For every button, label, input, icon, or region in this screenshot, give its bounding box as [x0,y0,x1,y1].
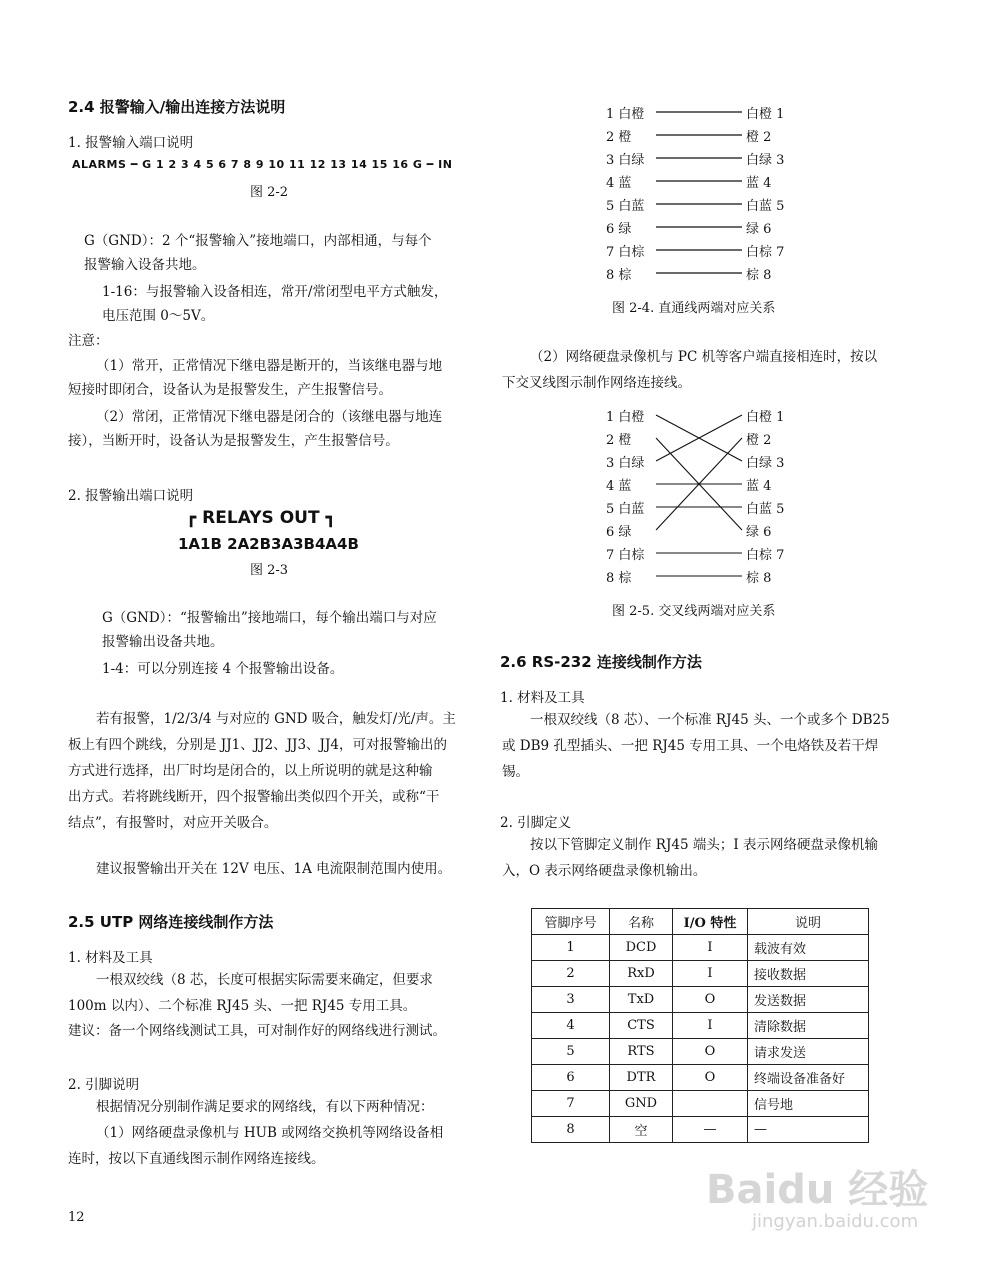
rs232-materials-heading: 1. 材料及工具 [500,690,585,706]
cross-left-1: 1 白橙 [606,410,645,425]
cell-desc: — [748,1117,869,1143]
col-header-name: 名称 [610,909,673,935]
rs232-pin-line1: 按以下管脚定义制作 RJ45 端头；I 表示网络硬盘录像机输 [530,837,878,853]
section-2-5-title: 2.5 UTP 网络连接线制作方法 [68,913,274,931]
table-row [532,1117,869,1143]
gnd-input-desc-line2: 报警输入设备共地。 [84,257,206,273]
straight-right-1: 白橙 1 [746,107,785,122]
utp-pin-line2: （1）网络硬盘录像机与 HUB 或网络交换机等网络设备相 [96,1125,444,1141]
straight-left-3: 3 白绿 [606,153,645,168]
cell-pin: 3 [532,987,610,1013]
col-header-io: I/O 特性 [673,909,748,935]
figure-2-4-caption: 图 2-4. 直通线两端对应关系 [612,301,776,316]
cross-left-4: 4 蓝 [606,479,632,494]
cell-io: I [673,935,748,961]
pins-1-16-desc-line1: 1-16：与报警输入设备相连，常开/常闭型电平方式触发， [102,284,448,300]
straight-left-6: 6 绿 [606,222,632,237]
utp-materials-line1: 一根双绞线（8 芯，长度可根据实际需要来确定，但要求 [96,972,433,988]
pin-definition-table-wrap [531,908,869,1143]
straight-right-6: 绿 6 [746,222,772,237]
alarm-output-recommendation: 建议报警输出开关在 12V 电压、1A 电流限制范围内使用。 [96,861,452,877]
alarm-para-line2: 板上有四个跳线，分别是 JJ1、JJ2、JJ3、JJ4，可对报警输出的 [68,737,447,753]
cell-name: DTR [610,1065,673,1091]
cell-desc: 清除数据 [748,1013,869,1039]
cell-pin: 1 [532,935,610,961]
straight-right-8: 棕 8 [746,268,772,283]
cell-pin: 4 [532,1013,610,1039]
cross-left-3: 3 白绿 [606,456,645,471]
rs232-materials-line3: 锡。 [502,764,529,780]
gnd-output-desc-line2: 报警输出设备共地。 [102,634,224,650]
cell-desc: 载波有效 [748,935,869,961]
cell-pin: 7 [532,1091,610,1117]
cross-right-2: 橙 2 [746,433,772,448]
alarm-para-line1: 若有报警，1/2/3/4 与对应的 GND 吸合，触发灯/光/声。主 [96,711,456,727]
cross-left-5: 5 白蓝 [606,502,645,517]
table-row [532,1039,869,1065]
pins-1-16-desc-line2: 电压范围 0～5V。 [102,308,215,324]
cell-name: RTS [610,1039,673,1065]
cell-io: O [673,1039,748,1065]
table-header-row [532,909,869,935]
straight-right-2: 橙 2 [746,130,772,145]
utp-suggestion: 建议：备一个网络线测试工具，可对制作好的网络线进行测试。 [68,1023,446,1039]
straight-left-1: 1 白橙 [606,107,645,122]
figure-2-2-caption: 图 2-2 [250,185,289,200]
cell-io [673,1091,748,1117]
relays-out-pin-labels: 1A1B 2A2B3A3B4A4B [178,535,359,553]
alarm-para-line4: 出方式。若将跳线断开，四个报警输出类似四个开关，或称“干 [68,789,440,805]
rs232-pin-line2: 入，O 表示网络硬盘录像机输出。 [502,863,707,879]
cell-desc: 请求发送 [748,1039,869,1065]
cell-pin: 2 [532,961,610,987]
straight-right-3: 白绿 3 [746,153,785,168]
utp-pin-line1: 根据情况分别制作满足要求的网络线，有以下两种情况： [96,1099,434,1115]
cross-right-6: 绿 6 [746,525,772,540]
cell-desc: 终端设备准备好 [748,1065,869,1091]
note-label: 注意： [68,333,109,349]
utp-pin-heading: 2. 引脚说明 [68,1077,140,1093]
table-row [532,987,869,1013]
cell-io: O [673,987,748,1013]
cross-left-7: 7 白棕 [606,548,645,563]
alarm-para-line5: 结点”，有报警时，对应开关吸合。 [68,815,278,831]
cell-io: I [673,961,748,987]
rs232-pin-heading: 2. 引脚定义 [500,815,572,831]
utp-materials-line2: 100m 以内）、二个标准 RJ45 头、一把 RJ45 专用工具。 [68,998,417,1014]
section-2-4-title: 2.4 报警输入/输出连接方法说明 [68,98,286,116]
alarm-input-terminal-strip: ALARMS ━ G 1 2 3 4 5 6 7 8 9 10 11 12 13 14 15 16 G ━ IN [72,158,453,171]
cell-desc: 发送数据 [748,987,869,1013]
pins-1-4-desc: 1-4：可以分别连接 4 个报警输出设备。 [102,661,344,677]
cell-pin: 8 [532,1117,610,1143]
straight-left-7: 7 白棕 [606,245,645,260]
straight-right-7: 白棕 7 [746,245,785,260]
relays-out-label: ┏ RELAYS OUT ┓ [186,508,336,528]
cell-io: O [673,1065,748,1091]
note-2-line1: （2）常闭，正常情况下继电器是闭合的（该继电器与地连 [96,409,443,425]
cell-pin: 6 [532,1065,610,1091]
cell-name: DCD [610,935,673,961]
note-1-line1: （1）常开，正常情况下继电器是断开的，当该继电器与地 [96,358,443,374]
cross-left-2: 2 橙 [606,433,632,448]
crossover-diagram [600,403,810,586]
section-2-6-title: 2.6 RS-232 连接线制作方法 [500,653,702,671]
pin-definition-table [531,908,869,1143]
cross-intro-line1: （2）网络硬盘录像机与 PC 机等客户端直接相连时，按以 [530,349,878,365]
cross-right-4: 蓝 4 [746,479,772,494]
rs232-materials-line1: 一根双绞线（8 芯）、一个标准 RJ45 头、一个或多个 DB25 [530,712,890,728]
cross-right-1: 白橙 1 [746,410,785,425]
table-row [532,935,869,961]
alarm-input-heading: 1. 报警输入端口说明 [68,135,194,151]
cell-desc: 接收数据 [748,961,869,987]
cell-io: I [673,1013,748,1039]
table-body [532,935,869,1143]
col-header-desc: 说明 [748,909,869,935]
cell-name: CTS [610,1013,673,1039]
straight-through-diagram [600,100,810,283]
table-row [532,1091,869,1117]
cross-left-6: 6 绿 [606,525,632,540]
baidu-watermark-url: jingyan.baidu.com [752,1211,919,1232]
cell-name: RxD [610,961,673,987]
page-number: 12 [68,1210,85,1225]
cell-desc: 信号地 [748,1091,869,1117]
straight-left-8: 8 棕 [606,268,632,283]
table-row [532,1013,869,1039]
cell-pin: 5 [532,1039,610,1065]
gnd-input-desc-line1: G（GND）：2 个“报警输入”接地端口，内部相通，与每个 [84,233,432,249]
note-1-line2: 短接时即闭合，设备认为是报警发生，产生报警信号。 [68,382,392,398]
cell-name: 空 [610,1117,673,1143]
rs232-materials-line2: 或 DB9 孔型插头、一把 RJ45 专用工具、一个电烙铁及若干焊 [502,738,879,754]
gnd-output-desc-line1: G（GND）：“报警输出”接地端口，每个输出端口与对应 [102,610,437,626]
cross-left-8: 8 棕 [606,571,632,586]
straight-right-5: 白蓝 5 [746,199,785,214]
straight-left-5: 5 白蓝 [606,199,645,214]
alarm-output-heading: 2. 报警输出端口说明 [68,488,194,504]
cross-intro-line2: 下交叉线图示制作网络连接线。 [502,375,691,391]
utp-materials-heading: 1. 材料及工具 [68,950,153,966]
figure-2-5-caption: 图 2-5. 交叉线两端对应关系 [612,604,776,619]
figure-2-3-caption: 图 2-3 [250,563,289,578]
table-row [532,1065,869,1091]
straight-right-4: 蓝 4 [746,176,772,191]
cell-name: GND [610,1091,673,1117]
alarm-para-line3: 方式进行选择，出厂时均是闭合的，以上所说明的就是这种输 [68,763,433,779]
cross-right-8: 棕 8 [746,571,772,586]
cross-right-5: 白蓝 5 [746,502,785,517]
cell-name: TxD [610,987,673,1013]
table-row [532,961,869,987]
cross-right-7: 白棕 7 [746,548,785,563]
straight-left-4: 4 蓝 [606,176,632,191]
utp-pin-line3: 连时，按以下直通线图示制作网络连接线。 [68,1151,325,1167]
baidu-watermark-logo: Baidu 经验 [706,1167,929,1213]
cross-right-3: 白绿 3 [746,456,785,471]
cell-io: — [673,1117,748,1143]
straight-left-2: 2 橙 [606,130,632,145]
col-header-pin: 管脚序号 [532,909,610,935]
note-2-line2: 接），当断开时，设备认为是报警发生，产生报警信号。 [68,433,399,449]
